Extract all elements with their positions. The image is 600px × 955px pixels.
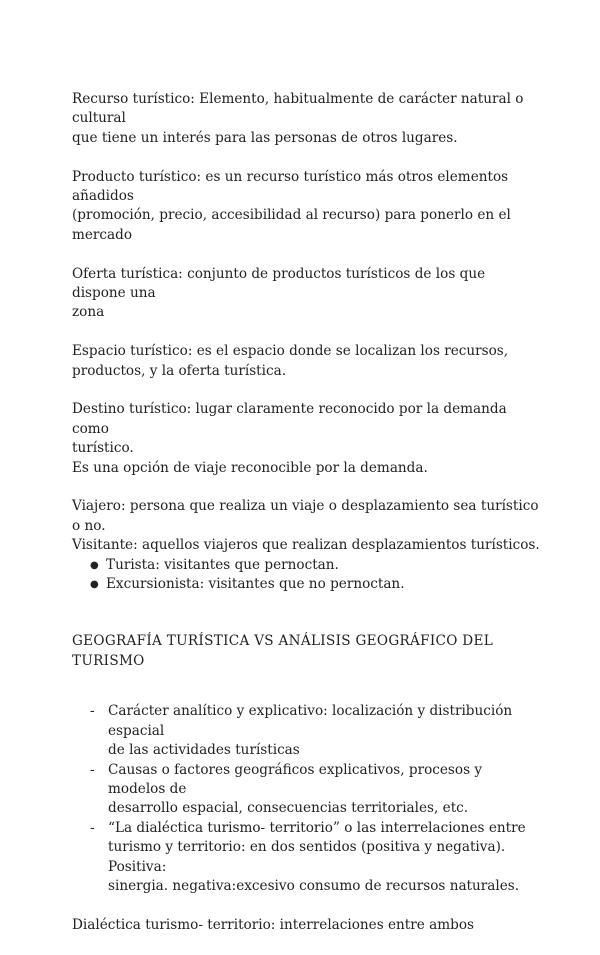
list-item (72, 819, 542, 897)
text-line: productos, y la oferta turística. (72, 362, 287, 379)
text-line: Es una opción de viaje reconocible por la demanda. (72, 459, 428, 476)
definition-espacio (72, 342, 542, 381)
list-item-text: Carácter analítico y explicativo: localización y distribución espacial (108, 703, 513, 739)
text-line: Visitante: aquellos viajeros que realizan desplazamientos turísticos. (72, 537, 540, 554)
definition-recurso (72, 90, 542, 148)
document-page (72, 90, 542, 955)
list-item (72, 575, 542, 594)
text-line: Espacio turístico: es el espacio donde se localizan los recursos, (72, 343, 509, 360)
list-item-text: sinergia. negativa:excesivo consumo de recursos naturales. (108, 877, 520, 894)
list-item-text: turismo y territorio: en dos sentidos (positiva y negativa). Positiva: (108, 839, 506, 875)
definition-viajero-visitante (72, 497, 542, 555)
text-line: (promoción, precio, accesibilidad al recurso) para ponerlo en el mercado (72, 207, 511, 243)
heading-line: TURISMO (72, 652, 145, 669)
heading-line: GEOGRAFÍA TURÍSTICA VS ANÁLISIS GEOGRÁFICO DEL (72, 633, 494, 650)
text-line: Producto turístico: es un recurso turístico más otros elementos añadidos (72, 168, 509, 205)
definition-destino (72, 400, 542, 478)
definition-oferta (72, 265, 542, 323)
text-line: Dialéctica turismo- territorio: interrelaciones entre ambos (72, 916, 474, 933)
text-line: que tiene un interés para las personas de otros lugares. (72, 129, 458, 146)
list-item-text: Turista: visitantes que pernoctan. (106, 556, 339, 573)
definition-producto (72, 168, 542, 246)
dash-icon: - (90, 819, 95, 836)
dash-icon: - (90, 703, 95, 720)
list-item-text: “La dialéctica turismo- territorio” o las interrelaciones entre (108, 819, 526, 836)
text-line: zona (72, 304, 105, 321)
section-heading (72, 632, 542, 671)
list-item-text: Excursionista: visitantes que no pernoctan. (106, 576, 405, 593)
dash-icon: - (90, 761, 95, 778)
section-dash-list (72, 702, 542, 896)
list-item-text: de las actividades turísticas (108, 742, 300, 759)
bullet-icon: ● (90, 559, 99, 571)
text-line: turístico. (72, 440, 134, 457)
list-item (72, 702, 542, 760)
list-item (72, 556, 542, 575)
text-line: Destino turístico: lugar claramente reconocido por la demanda como (72, 401, 507, 437)
closing-line (72, 916, 542, 935)
text-line: Viajero: persona que realiza un viaje o desplazamiento sea turístico o no. (72, 498, 539, 534)
text-line: Recurso turístico: Elemento, habitualmente de carácter natural o cultural (72, 91, 524, 127)
visitor-types-list (72, 556, 542, 595)
text-line: Oferta turística: conjunto de productos turísticos de los que dispone una (72, 265, 486, 302)
list-item-text: Causas o factores geográficos explicativos, procesos y modelos de (108, 761, 483, 797)
bullet-icon: ● (90, 579, 99, 591)
list-item (72, 761, 542, 819)
list-item-text: desarrollo espacial, consecuencias territoriales, etc. (108, 800, 469, 817)
